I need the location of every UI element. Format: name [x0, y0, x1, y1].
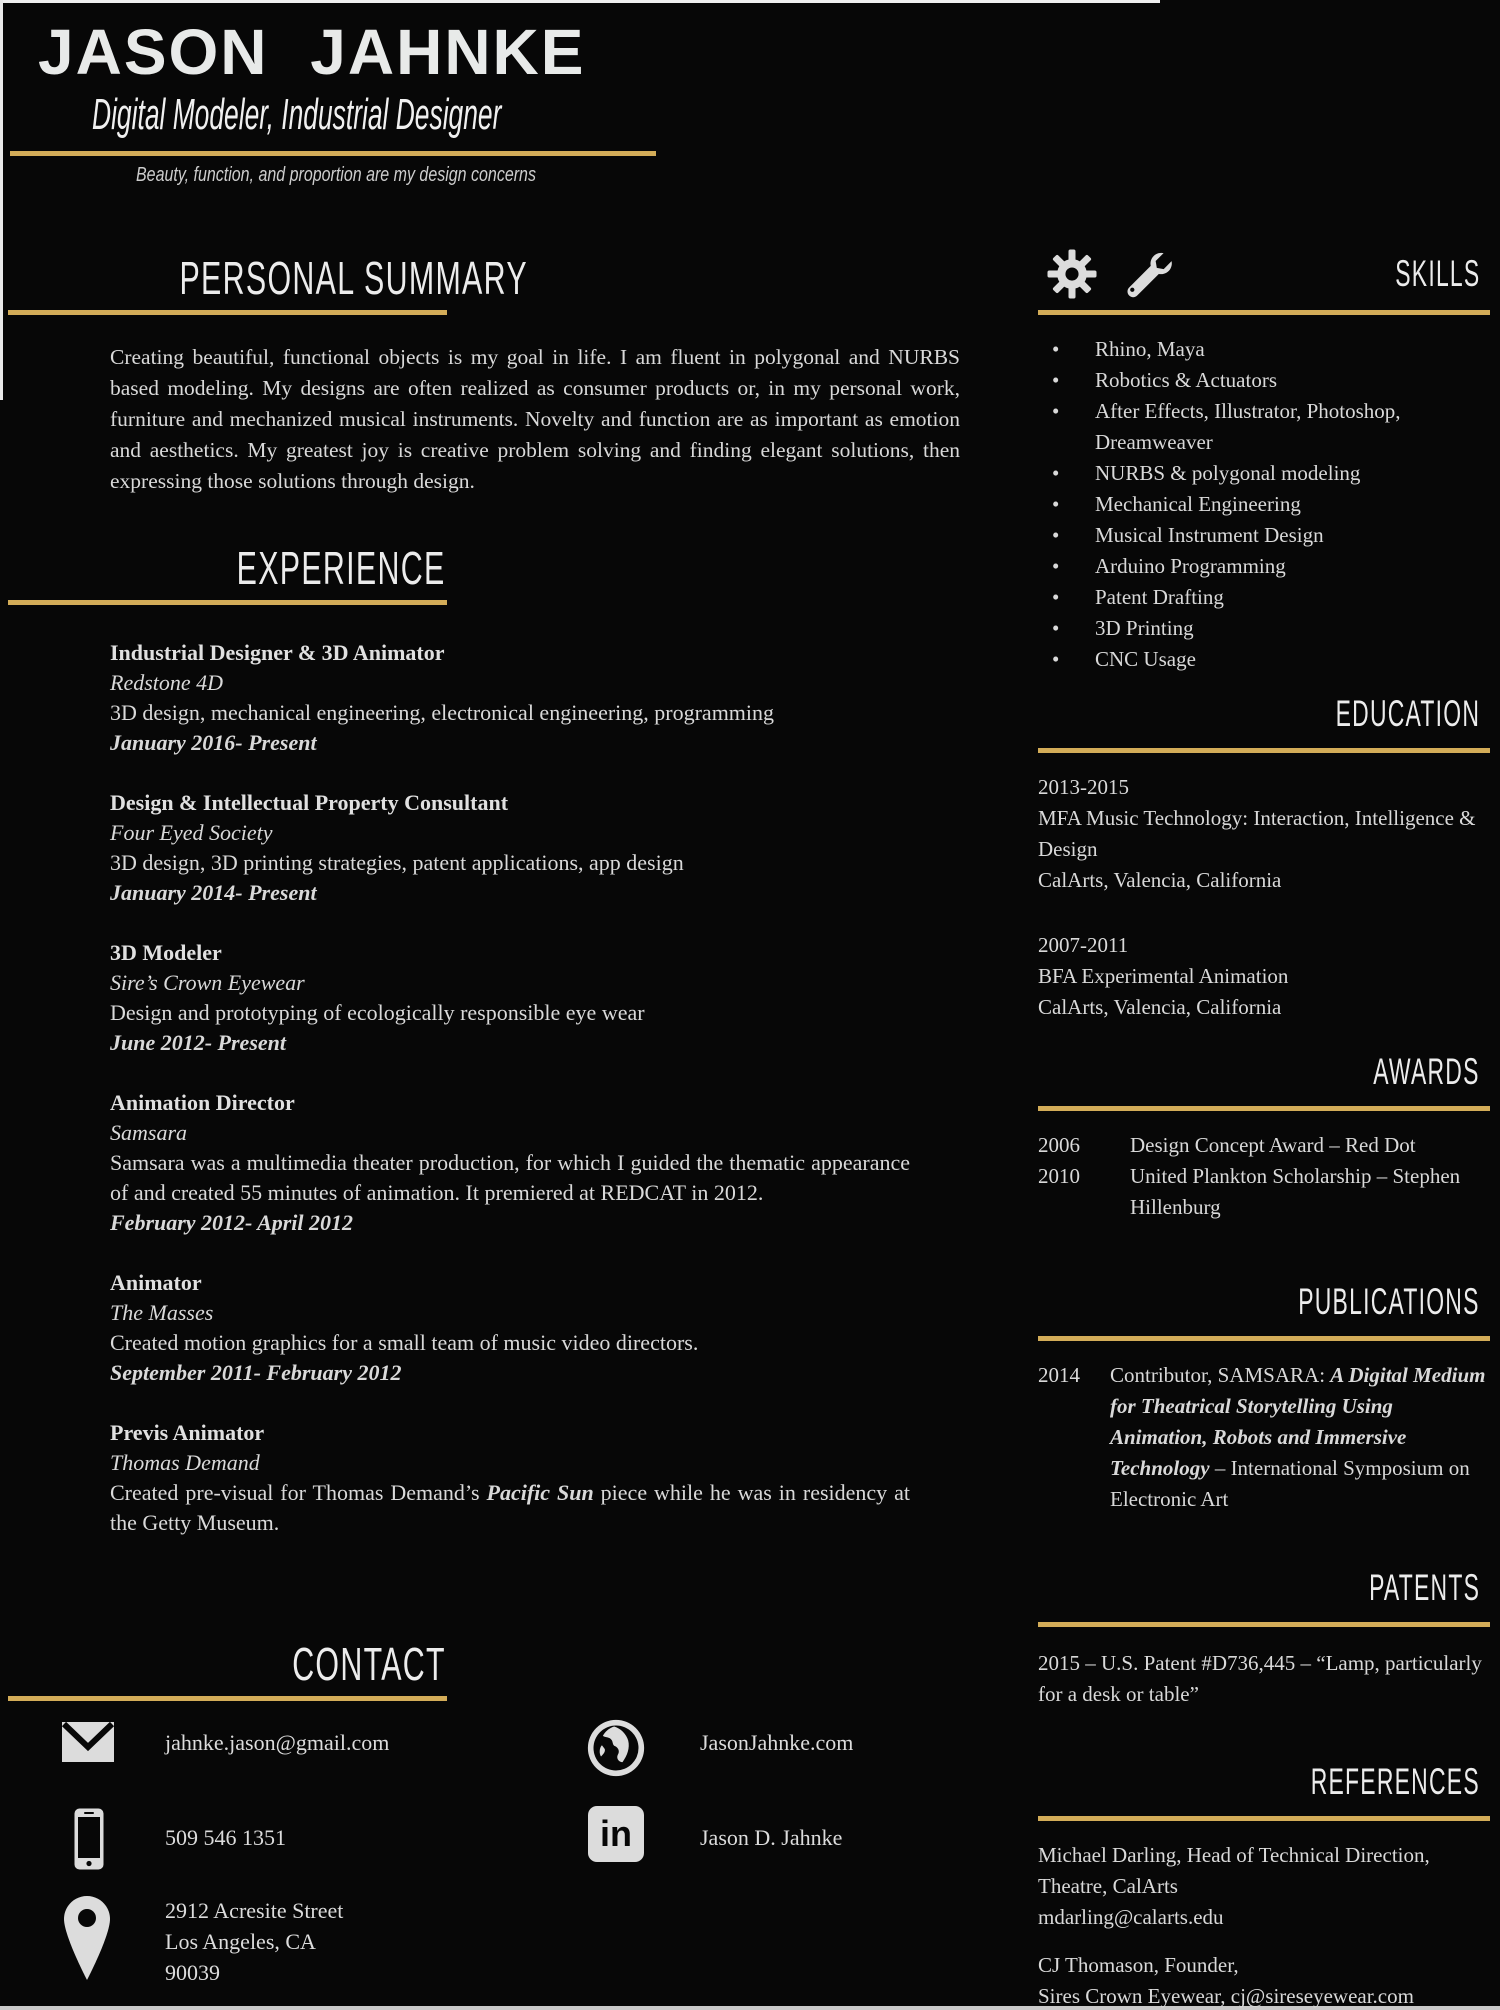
job-description: Created pre-visual for Thomas Demand’s Pacific Sun piece while he was in residency at the Getty Museum.	[110, 1480, 910, 1535]
award-entry	[1038, 1130, 1490, 1161]
job-title: Previs Animator	[110, 1420, 265, 1445]
education-years: 2013-2015	[1038, 775, 1129, 799]
publication-entry	[1038, 1360, 1490, 1515]
skill-item: • Musical Instrument Design	[1038, 520, 1490, 551]
person-title: Digital Modeler, Industrial Designer	[92, 90, 502, 139]
publications-rule	[1038, 1336, 1490, 1341]
job-description: Design and prototyping of ecologically responsible eye wear	[110, 1000, 645, 1025]
job-entry	[110, 638, 910, 758]
address-line1: 2912 Acresite Street	[165, 1898, 344, 1923]
reference-contact[interactable]: Sires Crown Eyewear, cj@sireseyewear.com	[1038, 1984, 1414, 2008]
skill-item: • After Effects, Illustrator, Photoshop, Dreamweaver	[1038, 396, 1490, 458]
job-dates: January 2014- Present	[110, 880, 317, 905]
email-icon	[62, 1722, 114, 1767]
job-company: Thomas Demand	[110, 1450, 260, 1475]
header-rule	[10, 151, 656, 156]
education-degree: MFA Music Technology: Interaction, Intelligence & Design	[1038, 806, 1476, 861]
job-dates: September 2011- February 2012	[110, 1360, 402, 1385]
awards-list	[1038, 1130, 1490, 1223]
section-heading-awards: AWARDS	[1373, 1051, 1480, 1092]
phone-icon	[74, 1808, 104, 1875]
education-degree: BFA Experimental Animation	[1038, 964, 1289, 988]
award-year: 2006	[1038, 1133, 1080, 1157]
job-description: 3D design, mechanical engineering, electronical engineering, programming	[110, 700, 775, 725]
award-entry	[1038, 1161, 1490, 1223]
tagline: Beauty, function, and proportion are my design concerns	[136, 164, 536, 186]
section-heading-skills: SKILLS	[1394, 253, 1480, 294]
globe-icon	[586, 1718, 646, 1783]
section-heading-experience: EXPERIENCE	[237, 542, 446, 594]
skill-item: • Robotics & Actuators	[1038, 365, 1490, 396]
reference-entry	[1038, 1950, 1490, 2010]
skill-item: • 3D Printing	[1038, 613, 1490, 644]
job-title: Design & Intellectual Property Consultant	[110, 790, 509, 815]
experience-rule	[8, 600, 447, 605]
education-school: CalArts, Valencia, California	[1038, 995, 1282, 1019]
personal-summary-text: Creating beautiful, functional objects is my goal in life. I am fluent in polygonal and NURBS based modeling. My designs are often realized as consumer products or, in my personal work, furniture and mechanized musical instruments. Novelty and function are as important as emotion and aesthetics. My greatest joy is creative problem solving and finding elegant solutions, then expressing those solutions through design.	[110, 345, 960, 493]
job-entry	[110, 1418, 910, 1538]
website-value[interactable]: JasonJahnke.com	[700, 1730, 854, 1755]
personal-summary-rule	[8, 310, 447, 315]
education-entry	[1038, 930, 1490, 1023]
location-pin-icon	[64, 1896, 110, 1985]
award-year: 2010	[1038, 1164, 1080, 1188]
section-heading-education: EDUCATION	[1335, 693, 1480, 734]
section-heading-publications: PUBLICATIONS	[1298, 1281, 1480, 1322]
job-company: Four Eyed Society	[110, 820, 273, 845]
job-title: 3D Modeler	[110, 940, 222, 965]
education-entry	[1038, 772, 1490, 896]
skill-item: • Patent Drafting	[1038, 582, 1490, 613]
person-name: JASON JAHNKE	[38, 16, 586, 88]
section-heading-references: REFERENCES	[1310, 1761, 1480, 1802]
job-title: Animation Director	[110, 1090, 295, 1115]
address-line2: Los Angeles, CA	[165, 1929, 316, 1954]
job-description: 3D design, 3D printing strategies, patent applications, app design	[110, 850, 684, 875]
linkedin-icon: in	[588, 1806, 644, 1862]
experience-list	[110, 638, 910, 1568]
publication-year: 2014	[1038, 1363, 1080, 1387]
patents-rule	[1038, 1622, 1490, 1627]
address-line3: 90039	[165, 1960, 220, 1985]
reference-person: Michael Darling, Head of Technical Direction, Theatre, CalArts	[1038, 1843, 1430, 1898]
reference-entry	[1038, 1840, 1490, 1933]
phone-value: 509 546 1351	[165, 1825, 286, 1850]
publication-text: Contributor, SAMSARA: A Digital Medium for Theatrical Storytelling Using Animation, Robots and Immersive Technology – International Symposium on Electronic Art	[1110, 1363, 1486, 1511]
job-company: Sire’s Crown Eyewear	[110, 970, 305, 995]
job-entry	[110, 788, 910, 908]
section-heading-contact: CONTACT	[292, 1638, 446, 1690]
job-dates: February 2012- April 2012	[110, 1210, 354, 1235]
job-description-italic-work: Pacific Sun	[486, 1480, 594, 1505]
job-description: Samsara was a multimedia theater production, for which I guided the thematic appearance of and created 55 minutes of animation. It premiered at REDCAT in 2012.	[110, 1150, 910, 1205]
job-company: Redstone 4D	[110, 670, 224, 695]
email-value[interactable]: jahnke.jason@gmail.com	[165, 1730, 390, 1755]
job-dates: June 2012- Present	[110, 1030, 286, 1055]
skill-item: • Mechanical Engineering	[1038, 489, 1490, 520]
skill-item: • CNC Usage	[1038, 644, 1490, 675]
awards-rule	[1038, 1106, 1490, 1111]
job-company: Samsara	[110, 1120, 188, 1145]
reference-person: CJ Thomason, Founder,	[1038, 1953, 1239, 1977]
education-rule	[1038, 748, 1490, 753]
skills-list	[1038, 334, 1490, 675]
skills-rule	[1038, 310, 1490, 315]
job-entry	[110, 1268, 910, 1388]
job-title: Industrial Designer & 3D Animator	[110, 640, 445, 665]
job-entry	[110, 1088, 910, 1238]
page-edge-left	[0, 0, 3, 400]
job-description: Created motion graphics for a small team of music video directors.	[110, 1330, 699, 1355]
award-text: Design Concept Award – Red Dot	[1130, 1133, 1416, 1157]
contact-rule	[8, 1696, 447, 1701]
job-dates: January 2016- Present	[110, 730, 317, 755]
education-years: 2007-2011	[1038, 933, 1129, 957]
skill-item: • Arduino Programming	[1038, 551, 1490, 582]
address-value	[165, 1895, 343, 1988]
linkedin-value[interactable]: Jason D. Jahnke	[700, 1825, 843, 1850]
job-title: Animator	[110, 1270, 202, 1295]
publication-title-italic: A Digital Medium for Theatrical Storytelling Using Animation, Robots and Immersive Technology	[1110, 1363, 1486, 1480]
references-rule	[1038, 1816, 1490, 1821]
job-company: The Masses	[110, 1300, 214, 1325]
patent-entry: 2015 – U.S. Patent #D736,445 – “Lamp, particularly for a desk or table”	[1038, 1651, 1482, 1706]
job-entry	[110, 938, 910, 1058]
reference-contact[interactable]: mdarling@calarts.edu	[1038, 1905, 1224, 1929]
skill-item: • Rhino, Maya	[1038, 334, 1490, 365]
award-text: United Plankton Scholarship – Stephen Hillenburg	[1130, 1164, 1461, 1219]
section-heading-personal-summary: PERSONAL SUMMARY	[179, 252, 528, 304]
section-heading-patents: PATENTS	[1368, 1567, 1480, 1608]
education-school: CalArts, Valencia, California	[1038, 868, 1282, 892]
skill-item: • NURBS & polygonal modeling	[1038, 458, 1490, 489]
page-edge-top	[0, 0, 1160, 3]
